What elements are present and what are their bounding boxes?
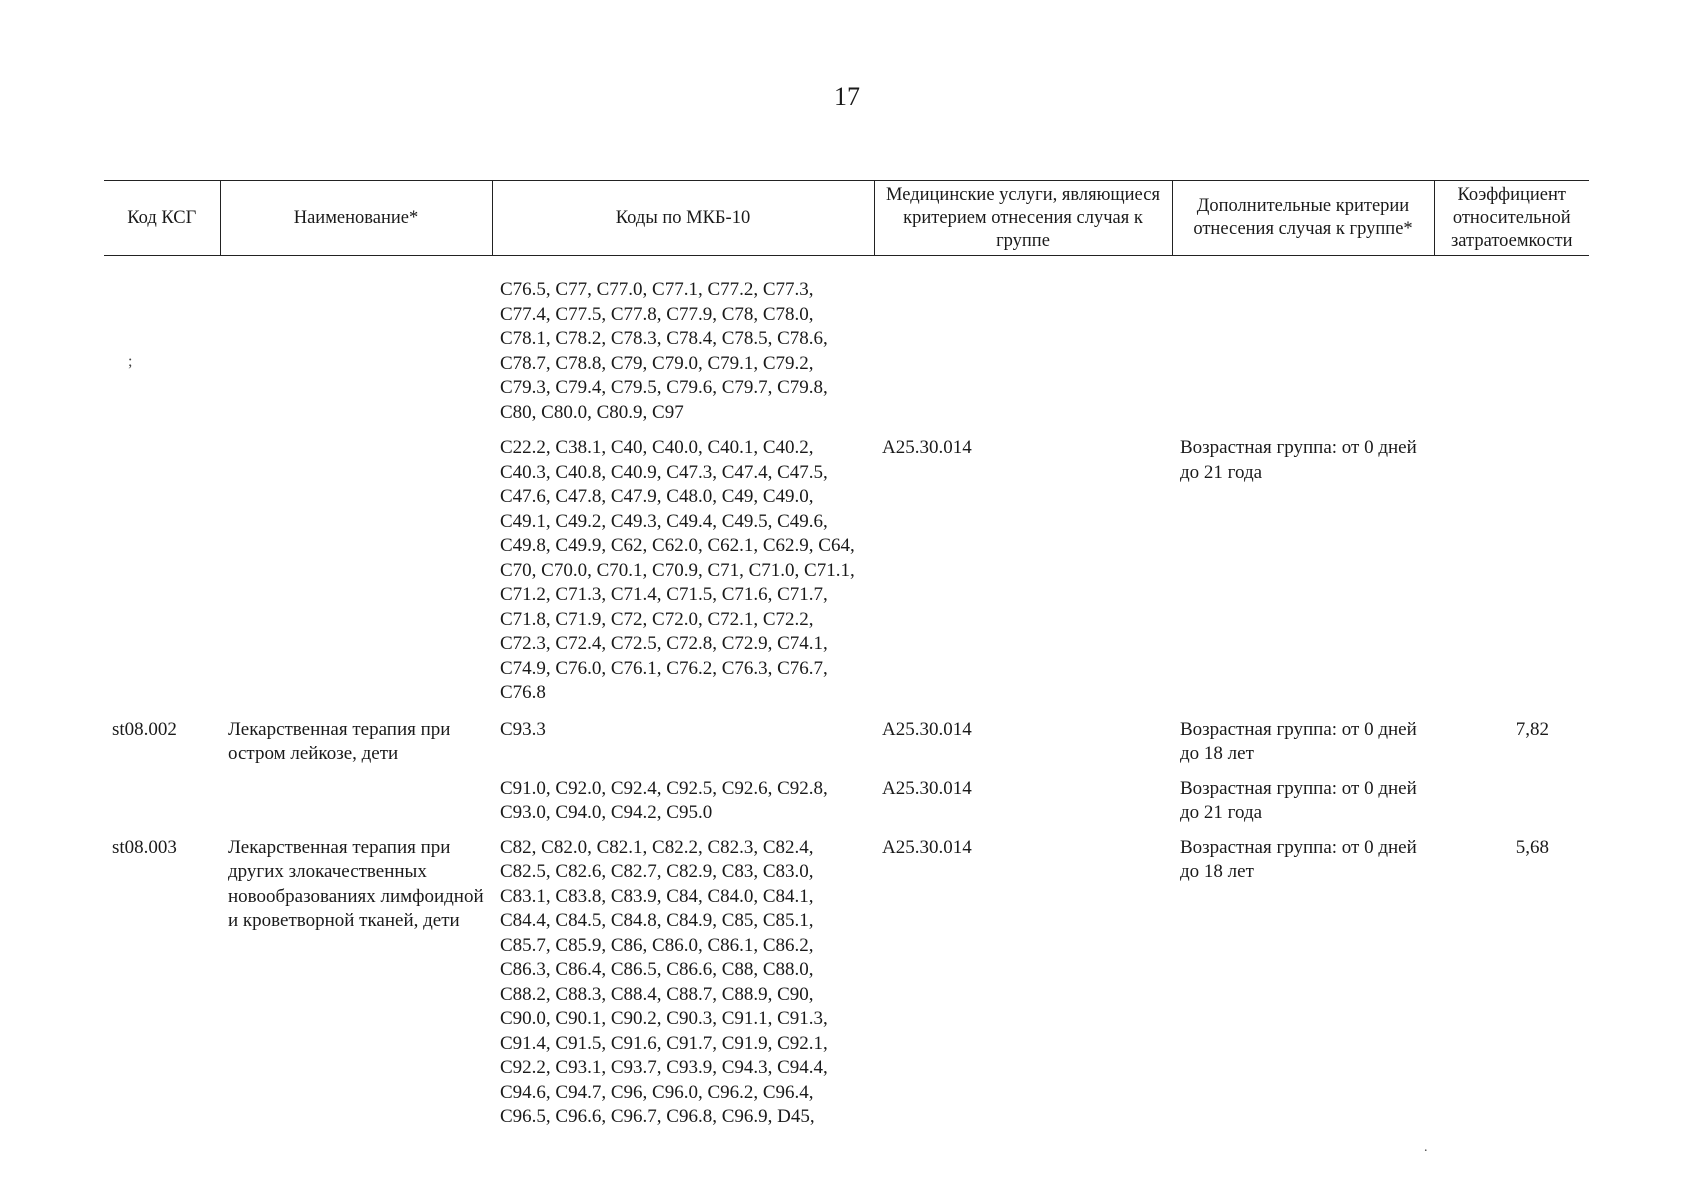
cell-name [220,425,492,706]
header-code: Код КСГ [104,181,220,256]
ksg-table [104,180,1589,1130]
cell-criteria: Возрастная группа: от 0 дней до 21 года [1180,437,1417,483]
cell-code [104,425,220,706]
cell-name: Лекарственная терапия при остром лейкозе, дети [228,718,451,764]
cell-coefficient: 5,68 [1515,836,1549,858]
cell-code: st08.002 [112,718,177,740]
cell-icd-codes: C82, C82.0, C82.1, C82.2, C82.3, C82.4, C82.5, C82.6, C82.7, C82.9, C83, C83.0, C83.1, C83.8, C83.9, C84, C84.0, C84.1, C84.4, C84.5, C84.8, C84.9, C85, C85.1, C85.7, C85.9, C86, C86.0, C86.1, C86.2, C86.3, C86.4, C86.5, C86.6, C88, C88.0, C88.2, C88.3, C88.4, C88.7, C88.9, C90, C90.0, C90.1, C90.2, C90.3, C91.1, C91.3, C91.4, C91.5, C91.6, C91.7, C91.9, C92.1, C92.2, C93.1, C93.7, C93.9, C94.3, C94.4, C94.6, C94.7, C96, C96.0, C96.2, C96.4, C96.5, C96.6, C96.7, C96.8, C96.9, D45, [500,836,828,1127]
cell-services: A25.30.014 [882,437,972,458]
header-services: Медицинские услуги, являющиеся критерием отнесения случая к группе [874,181,1172,256]
table-row [104,826,1589,1130]
cell-icd-codes: C93.3 [500,718,546,740]
cell-services: A25.30.014 [882,777,972,799]
cell-coefficient: 7,82 [1515,718,1549,740]
cell-code [104,256,220,426]
table-row [104,706,1589,767]
header-name: Наименование* [220,181,492,256]
cell-services [874,256,1172,426]
table-row [104,767,1589,826]
cell-name: Лекарственная терапия при других злокачественных новообразованиях лимфоидной и кроветворной тканей, дети [228,836,484,931]
header-icd-codes: Коды по МКБ-10 [492,181,874,256]
cell-icd-codes: C22.2, C38.1, C40, C40.0, C40.1, C40.2, C40.3, C40.8, C40.9, C47.3, C47.4, C47.5, C47.6, C47.8, C47.9, C48.0, C49, C49.0, C49.1, C49.2, C49.3, C49.4, C49.5, C49.6, C49.8, C49.9, C62, C62.0, C62.1, C62.9, C64, C70, C70.0, C70.1, C70.9, C71, C71.0, C71.1, C71.2, C71.3, C71.4, C71.5, C71.6, C71.7, C71.8, C71.9, C72, C72.0, C72.1, C72.2, C72.3, C72.4, C72.5, C72.8, C72.9, C74.1, C74.9, C76.0, C76.1, C76.2, C76.3, C76.7, C76.8 [500,437,855,703]
cell-criteria: Возрастная группа: от 0 дней до 18 лет [1180,836,1417,882]
cell-code: st08.003 [112,836,177,858]
page-number: 17 [834,82,860,111]
cell-icd-codes: C76.5, C77, C77.0, C77.1, C77.2, C77.3, C77.4, C77.5, C77.8, C77.9, C78, C78.0, C78.1, C78.2, C78.3, C78.4, C78.5, C78.6, C78.7, C78.8, C79, C79.0, C79.1, C79.2, C79.3, C79.4, C79.5, C79.6, C79.7, C79.8, C80, C80.0, C80.9, C97 [500,279,828,423]
cell-criteria: Возрастная группа: от 0 дней до 18 лет [1180,718,1417,764]
header-criteria: Дополнительные критерии отнесения случая к группе* [1172,181,1434,256]
cell-services: A25.30.014 [882,718,972,740]
table-header [104,181,1589,256]
cell-icd-codes: C91.0, C92.0, C92.4, C92.5, C92.6, C92.8, C93.0, C94.0, C94.2, C95.0 [500,777,828,823]
stray-dot: . [1424,1140,1428,1155]
cell-services: A25.30.014 [882,836,972,858]
semicolon-mark: ; [128,353,133,370]
cell-coefficient [1434,256,1589,426]
header-coefficient: Коэффициент относительной затратоемкости [1434,181,1589,256]
table-row [104,256,1589,426]
cell-name [220,256,492,426]
cell-coefficient [1434,767,1589,826]
cell-criteria [1172,256,1434,426]
table-row [104,425,1589,706]
cell-criteria: Возрастная группа: от 0 дней до 21 года [1180,777,1417,823]
cell-name [220,767,492,826]
cell-code [104,767,220,826]
cell-coefficient [1434,425,1589,706]
